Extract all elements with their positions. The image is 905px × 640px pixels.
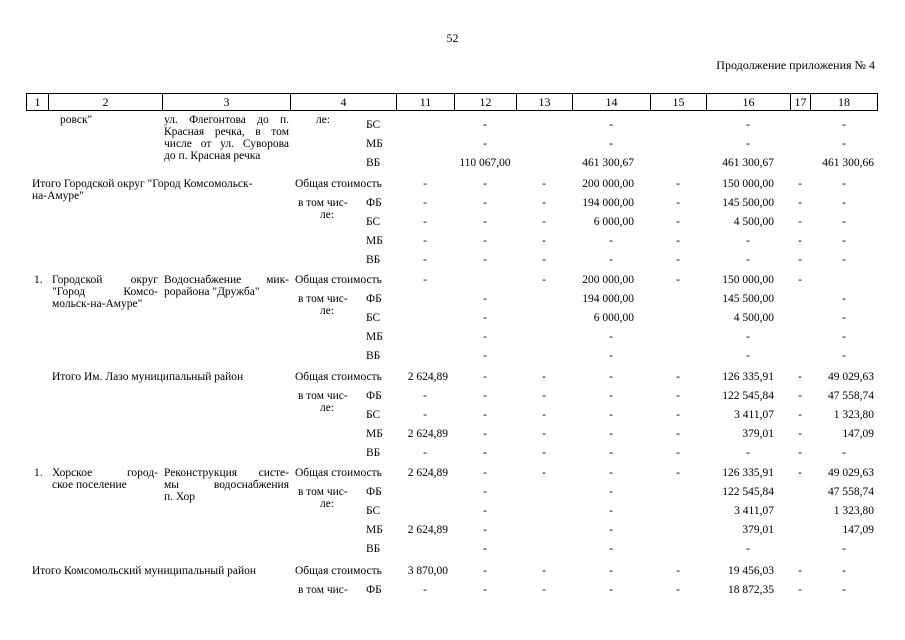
table-cell: - — [483, 486, 487, 498]
column-header: 2 — [48, 93, 162, 111]
object-description: до п. Красная речка — [164, 150, 261, 162]
table-cell: 122 545,84 — [722, 486, 774, 498]
table-cell: - — [609, 371, 613, 383]
including-label: в том чис- — [298, 197, 348, 209]
table-cell: 200 000,00 — [582, 178, 634, 190]
table-cell: - — [842, 138, 846, 150]
fund-source-label: ВБ — [366, 543, 381, 555]
table-cell: - — [483, 197, 487, 209]
appendix-note: Продолжение приложения № 4 — [716, 58, 875, 72]
table-cell: - — [746, 331, 750, 343]
table-cell: - — [483, 331, 487, 343]
table-cell: - — [542, 428, 546, 440]
table-cell: - — [542, 235, 546, 247]
total-cost-label: Общая стоимость — [295, 467, 382, 479]
table-cell: - — [542, 254, 546, 266]
fund-source-label: МБ — [366, 138, 383, 150]
table-cell: - — [842, 293, 846, 305]
table-cell: - — [542, 178, 546, 190]
table-cell: - — [542, 390, 546, 402]
fund-source-label: ВБ — [366, 350, 381, 362]
table-cell: 194 000,00 — [582, 293, 634, 305]
table-cell: - — [676, 428, 680, 440]
total-cost-label: Общая стоимость — [295, 178, 382, 190]
table-cell: 3 411,07 — [734, 505, 774, 517]
fund-source-label: БС — [366, 119, 381, 131]
table-cell: 126 335,91 — [722, 371, 774, 383]
table-cell: - — [423, 254, 427, 266]
table-cell: 2 624,89 — [407, 371, 448, 383]
table-cell: 122 545,84 — [722, 390, 774, 402]
total-cost-label: Общая стоимость — [295, 371, 382, 383]
column-header: 13 — [516, 93, 572, 111]
object-description: числе от ул. Суворова — [164, 138, 289, 150]
column-header: 4 — [290, 93, 396, 111]
table-cell: - — [483, 312, 487, 324]
table-cell: - — [746, 254, 750, 266]
table-cell: - — [542, 197, 546, 209]
table-cell: - — [746, 235, 750, 247]
table-cell: - — [609, 447, 613, 459]
table-cell: - — [483, 216, 487, 228]
fund-source-label: ФБ — [366, 390, 382, 402]
fund-source-label: ВБ — [366, 254, 381, 266]
total-cost-label: Общая стоимость — [295, 274, 382, 286]
table-cell: 6 000,00 — [593, 216, 634, 228]
table-cell: - — [542, 467, 546, 479]
object-description: ул. Флегонтова до п. — [164, 114, 289, 126]
column-header: 15 — [650, 93, 706, 111]
table-cell: 18 872,35 — [728, 584, 774, 596]
table-cell: - — [609, 390, 613, 402]
row-number: 1. — [34, 467, 43, 479]
table-cell: - — [676, 178, 680, 190]
table-cell: 126 335,91 — [722, 467, 774, 479]
table-cell: 1 323,80 — [833, 409, 874, 421]
table-cell: - — [676, 447, 680, 459]
table-cell: - — [483, 235, 487, 247]
table-cell: 461 300,67 — [722, 157, 774, 169]
table-cell: - — [483, 254, 487, 266]
table-cell: 147,09 — [842, 428, 874, 440]
object-description: Водоснабжение мик- — [164, 274, 289, 286]
table-cell: - — [423, 235, 427, 247]
fund-source-label: БС — [366, 312, 381, 324]
table-cell: - — [609, 235, 613, 247]
column-header: 11 — [396, 93, 454, 111]
table-cell: - — [609, 428, 613, 440]
table-cell: - — [798, 235, 802, 247]
including-label: в том чис- — [298, 390, 348, 402]
row-name: Итого Им. Лазо муниципальный район — [52, 371, 244, 383]
table-cell: - — [676, 235, 680, 247]
table-cell: - — [842, 565, 846, 577]
table-cell: 200 000,00 — [582, 274, 634, 286]
object-description: мы водоснабжения — [164, 479, 289, 491]
including-label: в том чис- — [298, 486, 348, 498]
table-cell: - — [542, 216, 546, 228]
table-cell: 2 624,89 — [407, 524, 448, 536]
table-cell: - — [842, 197, 846, 209]
row-name: Итого Комсомольский муниципальный район — [32, 565, 257, 577]
table-cell: - — [609, 138, 613, 150]
table-cell: - — [423, 274, 427, 286]
table-cell: - — [798, 409, 802, 421]
row-name: на-Амуре" — [32, 190, 84, 202]
table-cell: - — [746, 138, 750, 150]
including-label: ле: — [320, 402, 335, 414]
table-cell: 4 500,00 — [733, 312, 774, 324]
fund-source-label: ФБ — [366, 486, 382, 498]
table-cell: - — [676, 584, 680, 596]
row-name: Городской округ — [52, 274, 158, 286]
table-cell: - — [842, 447, 846, 459]
table-cell: 1 323,80 — [833, 505, 874, 517]
row-number: 1. — [34, 274, 43, 286]
table-cell: - — [483, 467, 487, 479]
table-cell: 2 624,89 — [407, 467, 448, 479]
table-cell: - — [423, 390, 427, 402]
object-description: рорайона "Дружба" — [164, 286, 260, 298]
table-cell: - — [609, 505, 613, 517]
table-cell: 47 558,74 — [828, 390, 874, 402]
table-cell: - — [798, 428, 802, 440]
table-cell: - — [842, 235, 846, 247]
table-cell: - — [842, 216, 846, 228]
table-cell: - — [842, 543, 846, 555]
table-cell: - — [842, 312, 846, 324]
table-cell: - — [609, 409, 613, 421]
table-cell: 49 029,63 — [828, 371, 874, 383]
table-cell: - — [483, 119, 487, 131]
table-cell: - — [798, 584, 802, 596]
table-cell: 145 500,00 — [722, 293, 774, 305]
table-cell: - — [798, 254, 802, 266]
table-cell: 379,01 — [742, 428, 774, 440]
table-cell: 3 870,00 — [407, 565, 448, 577]
table-cell: - — [798, 216, 802, 228]
table-cell: - — [483, 390, 487, 402]
table-cell: - — [483, 543, 487, 555]
table-cell: - — [483, 138, 487, 150]
table-cell: - — [746, 447, 750, 459]
column-header: 16 — [706, 93, 790, 111]
table-cell: 150 000,00 — [722, 274, 774, 286]
table-cell: - — [483, 428, 487, 440]
table-cell: - — [842, 350, 846, 362]
column-header: 12 — [454, 93, 516, 111]
object-description: п. Хор — [164, 491, 195, 503]
table-cell: - — [542, 371, 546, 383]
table-cell: - — [483, 178, 487, 190]
fund-source-label: ФБ — [366, 293, 382, 305]
column-header: 1 — [26, 93, 48, 111]
table-cell: 4 500,00 — [733, 216, 774, 228]
table-cell: - — [423, 409, 427, 421]
table-cell: - — [746, 350, 750, 362]
table-cell: 145 500,00 — [722, 197, 774, 209]
table-cell: - — [676, 197, 680, 209]
table-cell: - — [842, 254, 846, 266]
table-cell: - — [609, 524, 613, 536]
table-cell: - — [483, 505, 487, 517]
table-cell: 110 067,00 — [459, 157, 511, 169]
table-cell: 194 000,00 — [582, 197, 634, 209]
fund-source-label: БС — [366, 216, 381, 228]
table-cell: - — [676, 565, 680, 577]
table-cell: - — [676, 216, 680, 228]
table-cell: - — [423, 178, 427, 190]
table-cell: 147,09 — [842, 524, 874, 536]
table-cell: - — [676, 409, 680, 421]
table-cell: - — [609, 543, 613, 555]
table-cell: - — [798, 371, 802, 383]
row-name: Итого Городской округ "Город Комсомольск- — [32, 178, 253, 190]
including-label: в том чис- — [298, 584, 348, 596]
table-cell: - — [798, 565, 802, 577]
table-cell: - — [676, 254, 680, 266]
table-cell: - — [483, 565, 487, 577]
including-label: ле: — [316, 114, 331, 126]
table-cell: 150 000,00 — [722, 178, 774, 190]
table-cell: - — [676, 390, 680, 402]
column-header: 3 — [162, 93, 290, 111]
fund-source-label: МБ — [366, 331, 383, 343]
table-cell: - — [798, 178, 802, 190]
table-cell: 461 300,66 — [822, 157, 874, 169]
table-cell: 49 029,63 — [828, 467, 874, 479]
fund-source-label: БС — [366, 409, 381, 421]
table-cell: - — [609, 584, 613, 596]
table-cell: - — [423, 216, 427, 228]
page-number: 52 — [446, 31, 459, 45]
table-cell: - — [609, 565, 613, 577]
table-cell: - — [676, 467, 680, 479]
table-cell: - — [798, 390, 802, 402]
table-cell: - — [798, 467, 802, 479]
object-description: Красная речка, в том — [164, 126, 289, 138]
fund-source-label: МБ — [366, 235, 383, 247]
table-cell: - — [676, 371, 680, 383]
table-cell: - — [609, 331, 613, 343]
table-cell: - — [542, 447, 546, 459]
table-cell: - — [798, 197, 802, 209]
table-cell: 2 624,89 — [407, 428, 448, 440]
column-header: 14 — [572, 93, 650, 111]
fund-source-label: МБ — [366, 524, 383, 536]
table-cell: - — [676, 274, 680, 286]
row-name: ровск" — [60, 114, 93, 126]
object-description: Реконструкция систе- — [164, 467, 289, 479]
table-cell: 379,01 — [742, 524, 774, 536]
table-cell: - — [842, 584, 846, 596]
table-cell: 3 411,07 — [734, 409, 774, 421]
column-header: 18 — [810, 93, 878, 111]
column-header: 17 — [790, 93, 810, 111]
table-cell: 461 300,67 — [582, 157, 634, 169]
fund-source-label: ВБ — [366, 157, 381, 169]
fund-source-label: МБ — [366, 428, 383, 440]
table-cell: - — [842, 331, 846, 343]
including-label: в том чис- — [298, 293, 348, 305]
table-cell: - — [609, 254, 613, 266]
table-cell: - — [483, 524, 487, 536]
fund-source-label: ФБ — [366, 584, 382, 596]
fund-source-label: ВБ — [366, 447, 381, 459]
table-cell: - — [609, 467, 613, 479]
table-cell: - — [542, 584, 546, 596]
table-cell: 6 000,00 — [593, 312, 634, 324]
table-cell: - — [483, 409, 487, 421]
table-cell: - — [483, 293, 487, 305]
table-cell: - — [798, 447, 802, 459]
table-cell: - — [542, 409, 546, 421]
table-cell: 19 456,03 — [728, 565, 774, 577]
fund-source-label: БС — [366, 505, 381, 517]
including-label: ле: — [320, 209, 335, 221]
row-name: ское поселение — [52, 479, 127, 491]
table-cell: - — [423, 584, 427, 596]
table-cell: - — [609, 119, 613, 131]
row-name: "Город Комсо- — [52, 286, 158, 298]
fund-source-label: ФБ — [366, 197, 382, 209]
table-cell: - — [483, 371, 487, 383]
table-cell: - — [746, 543, 750, 555]
table-cell: 47 558,74 — [828, 486, 874, 498]
table-cell: - — [746, 119, 750, 131]
including-label: ле: — [320, 305, 335, 317]
row-name: Хорское город- — [52, 467, 158, 479]
total-cost-label: Общая стоимость — [295, 565, 382, 577]
table-cell: - — [842, 119, 846, 131]
table-cell: - — [798, 274, 802, 286]
table-cell: - — [423, 447, 427, 459]
table-cell: - — [542, 274, 546, 286]
row-name: мольск-на-Амуре" — [52, 298, 143, 310]
table-cell: - — [609, 486, 613, 498]
table-cell: - — [842, 178, 846, 190]
table-cell: - — [542, 565, 546, 577]
including-label: ле: — [320, 498, 335, 510]
table-cell: - — [483, 350, 487, 362]
table-cell: - — [483, 447, 487, 459]
table-cell: - — [483, 584, 487, 596]
table-cell: - — [609, 350, 613, 362]
table-cell: - — [423, 197, 427, 209]
